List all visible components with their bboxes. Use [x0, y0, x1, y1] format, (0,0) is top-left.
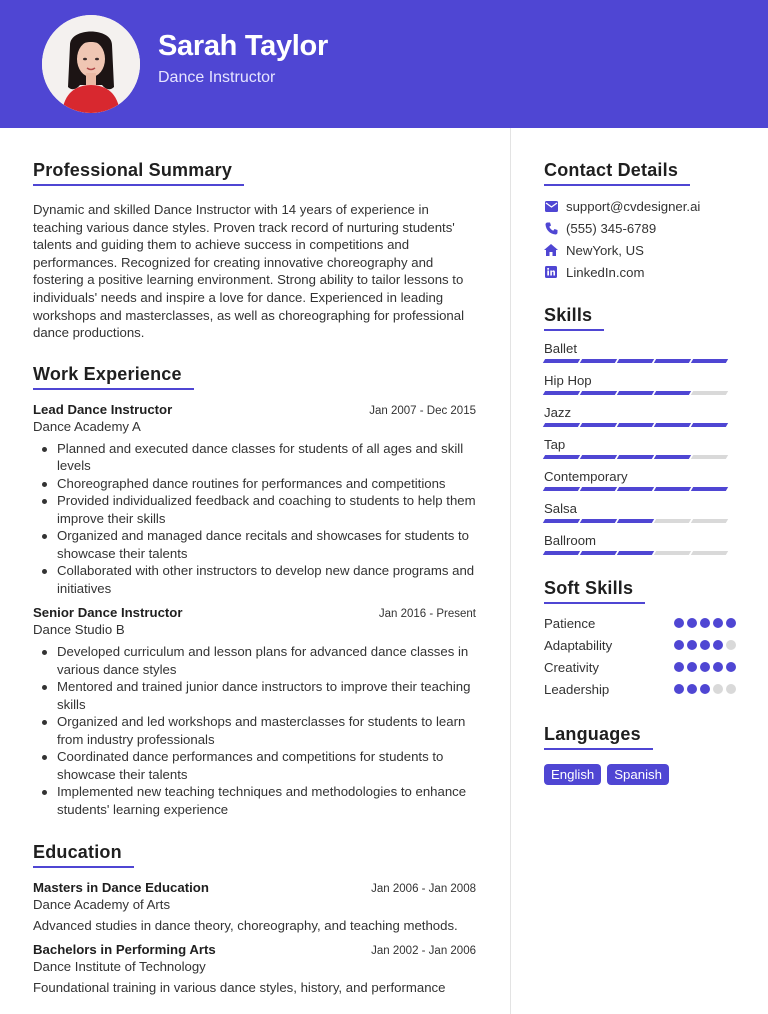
skill-level-segment [691, 423, 728, 427]
soft-skill-name: Creativity [544, 659, 599, 675]
skill-level-segment [580, 519, 617, 523]
school-name: Dance Institute of Technology [33, 959, 206, 975]
language-badge: English [544, 764, 601, 785]
skill-item [544, 403, 736, 435]
job-entry [33, 605, 476, 818]
summary-heading: Professional Summary [33, 160, 232, 186]
column-divider [510, 128, 511, 1014]
bullet-item: Collaborated with other instructors to develop new dance programs and initiatives [57, 563, 475, 596]
soft-skill-name: Patience [544, 615, 596, 631]
contact-email[interactable] [544, 195, 736, 217]
bullet-item: Coordinated dance performances and competitions for students to showcase their talents [57, 748, 476, 783]
phone-icon [544, 221, 558, 235]
skill-name: Ballroom [544, 533, 597, 548]
soft-skill-rating [674, 640, 736, 650]
soft-skill-item [544, 612, 736, 634]
avatar [42, 15, 140, 113]
skill-item [544, 371, 736, 403]
skill-level-segment [691, 455, 728, 459]
envelope-icon [544, 199, 558, 213]
skill-level-segment [543, 551, 580, 555]
summary-text: Dynamic and skilled Dance Instructor with 14 years of experience in teaching various dance styles. Proven track record of nurturing students' talents and guiding them to achieve success in competitions and performances. Recognized for creating innovative choreography and fostering a positive learning environment. Strong ability to tailor lessons to individuals' needs and inspire a love for dance. Experienced in leading workshops and masterclasses, as well as choreographing for professional dance productions. [33, 202, 465, 341]
contact-list [544, 195, 736, 283]
rating-dot [713, 662, 723, 672]
job-date: Jan 2007 - Dec 2015 [369, 404, 476, 417]
skill-level-segment [543, 423, 580, 427]
rating-dot [700, 640, 710, 650]
language-badge: Spanish [607, 764, 669, 785]
skills-list [544, 339, 736, 563]
skill-level-segment [580, 359, 617, 363]
skill-level-bar [544, 391, 736, 403]
linkedin-icon [544, 265, 558, 279]
job-title: Senior Dance Instructor [33, 605, 183, 621]
location-text: NewYork, US [566, 242, 644, 258]
job-entry [33, 402, 476, 598]
skill-level-bar [544, 359, 736, 371]
rating-dot [687, 684, 697, 694]
skill-level-segment [691, 551, 728, 555]
rating-dot [674, 640, 684, 650]
rating-dot [713, 618, 723, 628]
skill-level-segment [654, 487, 691, 491]
degree-title: Bachelors in Performing Arts [33, 942, 216, 958]
skill-level-segment [691, 359, 728, 363]
skill-level-segment [654, 455, 691, 459]
skill-name: Contemporary [544, 469, 628, 484]
header-banner [0, 0, 768, 128]
soft-skills-heading: Soft Skills [544, 578, 633, 604]
languages-list [544, 764, 736, 785]
skills-heading: Skills [544, 305, 592, 331]
skill-name: Hip Hop [544, 373, 592, 388]
skill-level-segment [580, 423, 617, 427]
email-text: support@cvdesigner.ai [566, 198, 701, 214]
soft-skill-item [544, 656, 736, 678]
skill-level-segment [691, 487, 728, 491]
linkedin-text: LinkedIn.com [566, 264, 645, 280]
education-description: Foundational training in various dance styles, history, and performance [33, 980, 446, 996]
skill-item [544, 531, 736, 563]
skill-level-segment [617, 487, 654, 491]
profile-photo [42, 15, 140, 113]
bullet-item: Choreographed dance routines for performances and competitions [57, 475, 476, 493]
skill-level-segment [543, 487, 580, 491]
skill-level-segment [580, 487, 617, 491]
skill-level-segment [543, 455, 580, 459]
phone-text: (555) 345-6789 [566, 220, 657, 236]
skill-level-segment [654, 423, 691, 427]
job-company: Dance Academy A [33, 418, 141, 434]
languages-heading: Languages [544, 724, 641, 750]
skill-item [544, 339, 736, 371]
skill-level-segment [580, 551, 617, 555]
job-bullets [33, 440, 476, 598]
skill-item [544, 467, 736, 499]
contact-heading: Contact Details [544, 160, 678, 186]
skill-level-bar [544, 423, 736, 435]
skill-level-segment [617, 423, 654, 427]
rating-dot [687, 618, 697, 628]
soft-skill-rating [674, 618, 736, 628]
skill-level-segment [543, 519, 580, 523]
job-bullets [33, 643, 476, 818]
rating-dot [713, 640, 723, 650]
rating-dot [687, 662, 697, 672]
soft-skills-list [544, 612, 736, 700]
bullet-item: Implemented new teaching techniques and methodologies to enhance students' learning experience [57, 783, 476, 818]
rating-dot [674, 618, 684, 628]
skill-level-segment [543, 359, 580, 363]
school-name: Dance Academy of Arts [33, 897, 171, 913]
education-date: Jan 2002 - Jan 2006 [371, 945, 476, 958]
contact-linkedin[interactable] [544, 261, 736, 283]
skill-level-bar [544, 551, 736, 563]
rating-dot [726, 618, 736, 628]
job-date: Jan 2016 - Present [378, 608, 476, 621]
main-column [33, 160, 476, 995]
skill-level-segment [617, 519, 654, 523]
education-entry [33, 942, 476, 995]
job-title: Lead Dance Instructor [33, 401, 173, 417]
soft-skill-name: Leadership [544, 681, 610, 697]
skill-level-segment [691, 391, 728, 395]
home-icon [544, 243, 558, 257]
skill-item [544, 435, 736, 467]
contact-location [544, 239, 736, 261]
rating-dot [674, 684, 684, 694]
bullet-item: Provided individualized feedback and coaching to students to help them improve their skills [57, 493, 476, 526]
skill-level-segment [617, 551, 654, 555]
rating-dot [674, 662, 684, 672]
bullet-item: Organized and managed dance recitals and showcases for students to showcase their talents [57, 527, 476, 562]
sidebar-column [544, 160, 736, 785]
bullet-item: Mentored and trained junior dance instructors to improve their teaching skills [57, 678, 476, 713]
soft-skill-name: Adaptability [544, 637, 613, 653]
candidate-role: Dance Instructor [158, 69, 276, 86]
rating-dot [726, 684, 736, 694]
soft-skill-rating [674, 662, 736, 672]
skill-level-segment [654, 551, 691, 555]
job-company: Dance Studio B [33, 622, 125, 638]
soft-skill-item [544, 634, 736, 656]
skill-name: Jazz [544, 405, 572, 420]
rating-dot [687, 640, 697, 650]
rating-dot [726, 662, 736, 672]
degree-title: Masters in Dance Education [33, 880, 209, 896]
contact-phone[interactable] [544, 217, 736, 239]
experience-heading: Work Experience [33, 364, 182, 390]
bullet-item: Developed curriculum and lesson plans for advanced dance classes in various dance styles [57, 643, 476, 678]
skill-level-bar [544, 455, 736, 467]
skill-level-segment [580, 391, 617, 395]
skill-level-segment [654, 391, 691, 395]
education-entry [33, 880, 476, 933]
skill-name: Tap [544, 437, 566, 452]
skill-level-bar [544, 487, 736, 499]
candidate-name: Sarah Taylor [158, 30, 328, 62]
skill-level-segment [654, 359, 691, 363]
skill-level-segment [580, 455, 617, 459]
bullet-item: Planned and executed dance classes for students of all ages and skill levels [57, 440, 476, 475]
skill-level-segment [617, 359, 654, 363]
rating-dot [700, 684, 710, 694]
skill-level-segment [691, 519, 728, 523]
education-description: Advanced studies in dance theory, choreography, and teaching methods. [33, 918, 458, 934]
education-date: Jan 2006 - Jan 2008 [371, 883, 476, 896]
skill-name: Ballet [544, 341, 577, 356]
bullet-item: Organized and led workshops and masterclasses for students to learn from industry professionals [57, 713, 476, 748]
rating-dot [726, 640, 736, 650]
rating-dot [700, 662, 710, 672]
skill-level-segment [617, 455, 654, 459]
rating-dot [700, 618, 710, 628]
soft-skill-rating [674, 684, 736, 694]
skill-level-segment [654, 519, 691, 523]
rating-dot [713, 684, 723, 694]
skill-level-segment [617, 391, 654, 395]
skill-name: Salsa [544, 501, 577, 516]
skill-level-segment [543, 391, 580, 395]
skill-level-bar [544, 519, 736, 531]
soft-skill-item [544, 678, 736, 700]
education-heading: Education [33, 842, 122, 868]
skill-item [544, 499, 736, 531]
